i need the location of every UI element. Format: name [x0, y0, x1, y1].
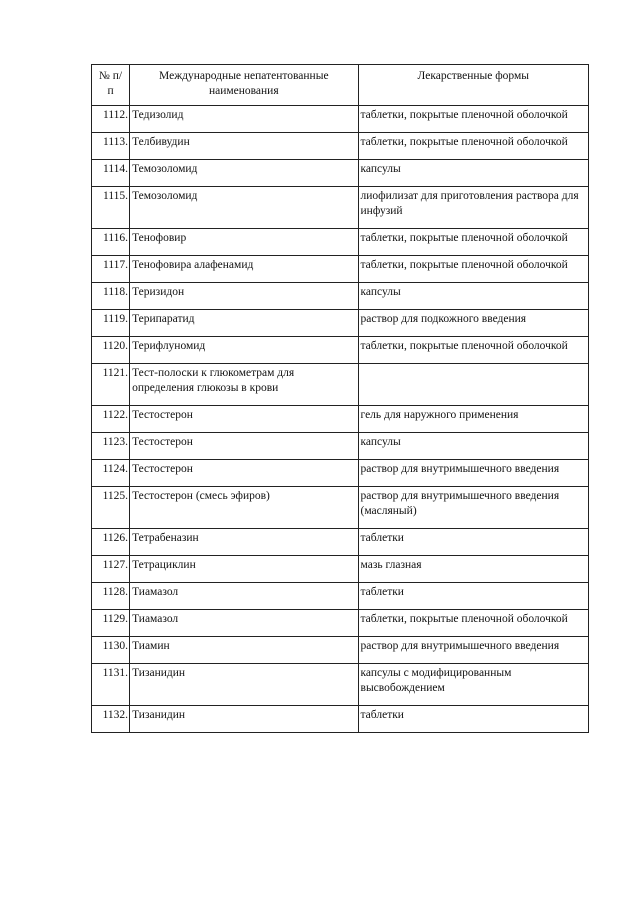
- inn-name: Темозоломид: [130, 187, 358, 229]
- table-row: [92, 664, 589, 706]
- inn-name: Тестостерон: [130, 460, 358, 487]
- inn-name: Тизанидин: [130, 664, 358, 706]
- table-row: [92, 556, 589, 583]
- table-header: [92, 65, 589, 106]
- drug-list-table: [91, 64, 589, 733]
- row-number: 1130.: [92, 637, 130, 664]
- row-number: 1129.: [92, 610, 130, 637]
- header-dosage-form-label: Лекарственные формы: [417, 70, 529, 82]
- inn-name: Тиамазол: [130, 583, 358, 610]
- table-row: [92, 133, 589, 160]
- row-number: 1113.: [92, 133, 130, 160]
- table-row: [92, 337, 589, 364]
- row-number: 1128.: [92, 583, 130, 610]
- dosage-form: таблетки: [358, 706, 588, 733]
- table-row: [92, 706, 589, 733]
- row-number: 1127.: [92, 556, 130, 583]
- dosage-form: капсулы: [358, 283, 588, 310]
- inn-name: Терифлуномид: [130, 337, 358, 364]
- dosage-form: таблетки, покрытые пленочной оболочкой: [358, 133, 588, 160]
- table-body: [92, 106, 589, 733]
- dosage-form: раствор для подкожного введения: [358, 310, 588, 337]
- row-number: 1121.: [92, 364, 130, 406]
- inn-name: Тестостерон: [130, 433, 358, 460]
- dosage-form: таблетки: [358, 529, 588, 556]
- dosage-form: таблетки, покрытые пленочной оболочкой: [358, 610, 588, 637]
- dosage-form: капсулы: [358, 160, 588, 187]
- row-number: 1118.: [92, 283, 130, 310]
- table-row: [92, 229, 589, 256]
- dosage-form: таблетки: [358, 583, 588, 610]
- inn-name: Тедизолид: [130, 106, 358, 133]
- table-row: [92, 460, 589, 487]
- table-row: [92, 256, 589, 283]
- inn-name: Телбивудин: [130, 133, 358, 160]
- row-number: 1117.: [92, 256, 130, 283]
- dosage-form: капсулы с модифицированным высвобождением: [358, 664, 588, 706]
- table-row: [92, 310, 589, 337]
- table-row: [92, 583, 589, 610]
- table-row: [92, 160, 589, 187]
- inn-name: Темозоломид: [130, 160, 358, 187]
- row-number: 1114.: [92, 160, 130, 187]
- row-number: 1125.: [92, 487, 130, 529]
- inn-name: Тенофовира алафенамид: [130, 256, 358, 283]
- row-number: 1115.: [92, 187, 130, 229]
- dosage-form: раствор для внутримышечного введения: [358, 637, 588, 664]
- inn-name: Тизанидин: [130, 706, 358, 733]
- table-row: [92, 106, 589, 133]
- table-row: [92, 187, 589, 229]
- dosage-form: капсулы: [358, 433, 588, 460]
- row-number: 1126.: [92, 529, 130, 556]
- dosage-form: раствор для внутримышечного введения: [358, 460, 588, 487]
- dosage-form: таблетки, покрытые пленочной оболочкой: [358, 337, 588, 364]
- dosage-form: мазь глазная: [358, 556, 588, 583]
- row-number: 1122.: [92, 406, 130, 433]
- row-number: 1132.: [92, 706, 130, 733]
- dosage-form: [358, 364, 588, 406]
- header-inn-name-label: Международные непатентованные наименования: [159, 70, 329, 97]
- inn-name: Теризидон: [130, 283, 358, 310]
- dosage-form: лиофилизат для приготовления раствора для инфузий: [358, 187, 588, 229]
- row-number: 1120.: [92, 337, 130, 364]
- table-row: [92, 529, 589, 556]
- row-number: 1112.: [92, 106, 130, 133]
- dosage-form: таблетки, покрытые пленочной оболочкой: [358, 256, 588, 283]
- inn-name: Тестостерон: [130, 406, 358, 433]
- row-number: 1119.: [92, 310, 130, 337]
- row-number: 1123.: [92, 433, 130, 460]
- header-number: [92, 65, 130, 106]
- dosage-form: гель для наружного применения: [358, 406, 588, 433]
- inn-name: Тиамин: [130, 637, 358, 664]
- inn-name: Тетрациклин: [130, 556, 358, 583]
- header-row: [92, 65, 589, 106]
- row-number: 1124.: [92, 460, 130, 487]
- inn-name: Тенофовир: [130, 229, 358, 256]
- dosage-form: таблетки, покрытые пленочной оболочкой: [358, 229, 588, 256]
- inn-name: Тестостерон (смесь эфиров): [130, 487, 358, 529]
- dosage-form: таблетки, покрытые пленочной оболочкой: [358, 106, 588, 133]
- inn-name: Тиамазол: [130, 610, 358, 637]
- header-number-label: № п/п: [98, 70, 123, 97]
- row-number: 1116.: [92, 229, 130, 256]
- table-row: [92, 364, 589, 406]
- header-dosage-form: [358, 65, 588, 106]
- inn-name: Терипаратид: [130, 310, 358, 337]
- table-row: [92, 637, 589, 664]
- header-inn-name: [130, 65, 358, 106]
- dosage-form: раствор для внутримышечного введения (масляный): [358, 487, 588, 529]
- table-row: [92, 610, 589, 637]
- table-row: [92, 406, 589, 433]
- table-row: [92, 283, 589, 310]
- row-number: 1131.: [92, 664, 130, 706]
- table-row: [92, 487, 589, 529]
- inn-name: Тетрабеназин: [130, 529, 358, 556]
- inn-name: Тест-полоски к глюкометрам для определения глюкозы в крови: [130, 364, 358, 406]
- table-row: [92, 433, 589, 460]
